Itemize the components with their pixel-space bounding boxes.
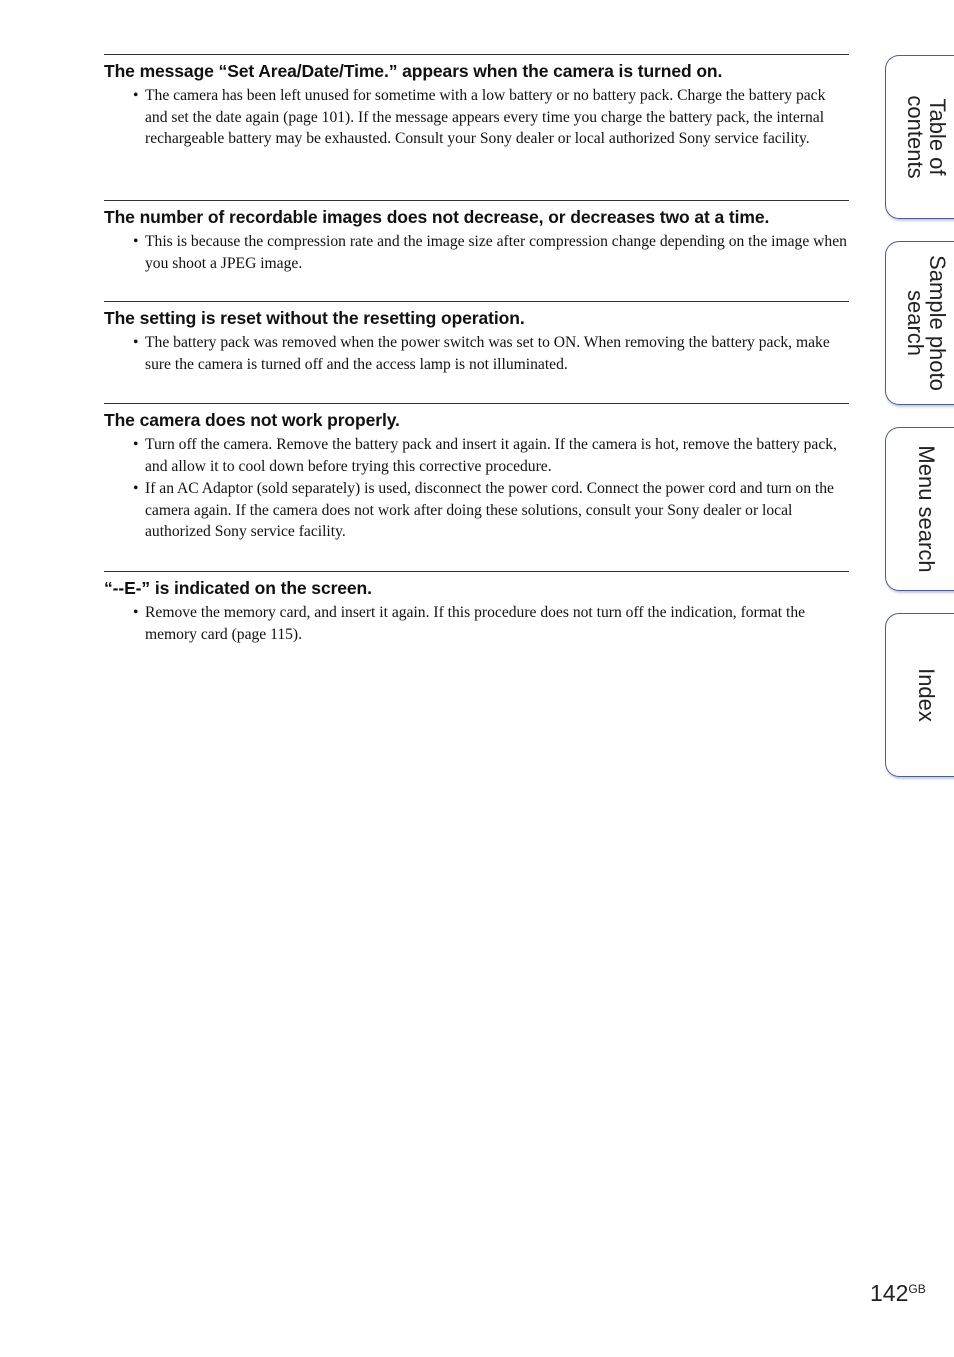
section-heading: “--E-” is indicated on the screen. — [104, 578, 372, 598]
section-recordable-images — [104, 200, 849, 301]
tab-label-line: search — [902, 289, 928, 357]
tab-label-line: Menu search — [913, 445, 939, 573]
bullet-list — [104, 602, 849, 645]
troubleshooting-content — [104, 54, 849, 667]
tab-index[interactable] — [885, 613, 954, 777]
bullet-text: The camera has been left unused for sometime with a low battery or no battery pack. Charge the battery pack and set the date again (page 101). If the message appears every time you charge the battery pack, the internal rechargeable battery may be exhausted. Consult your Sony dealer or local authorized Sony service facility. — [145, 87, 826, 147]
bullet-marker: • — [133, 87, 139, 104]
bullet-text: If an AC Adaptor (sold separately) is used, disconnect the power cord. Connect the power cord and turn on the camera again. If the camera does not work after doing these solutions, consult your Sony dealer or local authorized Sony service facility. — [145, 480, 834, 540]
section-heading: The setting is reset without the resetting operation. — [104, 308, 525, 328]
tab-label-line: Table of — [924, 98, 950, 176]
bullet-item — [104, 332, 849, 375]
bullet-marker: • — [133, 233, 139, 250]
tab-label-line: contents — [902, 95, 928, 179]
page-number — [870, 1280, 926, 1307]
bullet-item — [104, 602, 849, 645]
tab-label — [904, 255, 948, 391]
bullet-item — [104, 85, 849, 150]
tab-label-line: Sample photo — [924, 255, 950, 391]
tab-label — [904, 95, 948, 178]
tab-label — [915, 668, 937, 722]
bullet-text: Turn off the camera. Remove the battery pack and insert it again. If the camera is hot, remove the battery pack, and allow it to cool down before trying this corrective procedure. — [145, 436, 837, 475]
bullet-list — [104, 231, 849, 274]
bullet-marker: • — [133, 334, 139, 351]
tab-label — [915, 445, 937, 572]
tab-label-line: Index — [913, 668, 939, 722]
bullet-marker: • — [133, 604, 139, 621]
bullet-text: This is because the compression rate and the image size after compression change depending on the image when you shoot a JPEG image. — [145, 233, 847, 272]
bullet-list — [104, 332, 849, 375]
section-camera-not-working — [104, 403, 849, 571]
bullet-marker: • — [133, 436, 139, 453]
page-number-suffix: GB — [908, 1282, 926, 1296]
bullet-marker: • — [133, 480, 139, 497]
section-heading: The message “Set Area/Date/Time.” appears when the camera is turned on. — [104, 61, 723, 81]
section-e-indicated — [104, 571, 849, 667]
tab-table-of-contents[interactable] — [885, 55, 954, 219]
section-heading: The number of recordable images does not decrease, or decreases two at a time. — [104, 207, 770, 227]
tab-sample-photo-search[interactable] — [885, 241, 954, 405]
bullet-text: Remove the memory card, and insert it again. If this procedure does not turn off the indication, format the memory card (page 115). — [145, 604, 806, 643]
section-heading: The camera does not work properly. — [104, 410, 400, 430]
bullet-item — [104, 231, 849, 274]
bullet-list — [104, 85, 849, 150]
tab-menu-search[interactable] — [885, 427, 954, 591]
section-set-area-date-time — [104, 54, 849, 200]
page-number-value: 142 — [870, 1280, 909, 1306]
section-setting-reset — [104, 301, 849, 403]
bullet-item — [104, 478, 849, 543]
bullet-item — [104, 434, 849, 477]
bullet-text: The battery pack was removed when the power switch was set to ON. When removing the battery pack, make sure the camera is turned off and the access lamp is not illuminated. — [145, 334, 830, 373]
bullet-list — [104, 434, 849, 543]
